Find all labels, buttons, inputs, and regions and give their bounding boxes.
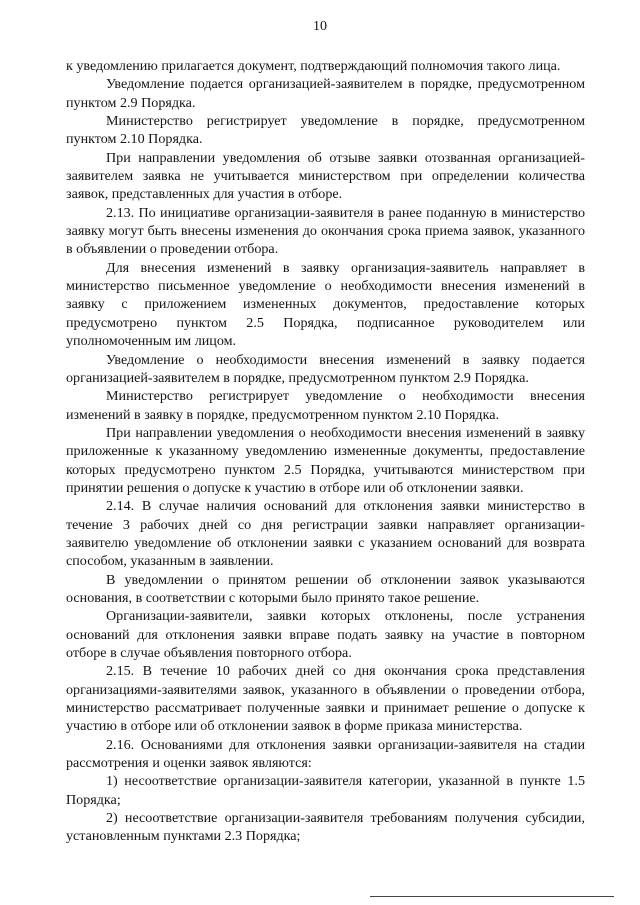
paragraph: Организации-заявители, заявки которых отклонены, после устранения оснований для отклонения заявки вправе подать заявку на участие в повторном отборе в случае объявления повторного отбора. [66, 608, 585, 661]
paragraph: 1) несоответствие организации-заявителя категории, указанной в пункте 1.5 Порядка; [66, 773, 585, 808]
paragraph: 2.13. По инициативе организации-заявителя в ранее поданную в министерство заявку могут быть внесены изменения до окончания срока приема заявок, указанного в объявлении о проведении отбора. [66, 204, 585, 258]
paragraph: 2.16. Основаниями для отклонения заявки организации-заявителя на стадии рассмотрения и оценки заявок являются: [66, 736, 585, 772]
paragraph: 2.15. В течение 10 рабочих дней со дня окончания срока представления организациями-заявителями заявок, указанного в объявлении о проведении отбора, министерство рассматривает полученные заявки и принимает решение о допуске к участию в отборе или об отклонении заявок в форме приказа министерства. [66, 663, 585, 735]
paragraph: При направлении уведомления об отзыве заявки отозванная организацией-заявителем заявка не учитывается министерством при определении количества заявок, представленных для участия в отборе. [66, 149, 585, 203]
page-number: 10 [313, 19, 327, 34]
paragraph: Уведомление о необходимости внесения изменений в заявку подается организацией-заявителем в порядке, предусмотренном пунктом 2.9 Порядка. [66, 351, 585, 386]
footer-divider [370, 896, 614, 897]
paragraph: Министерство регистрирует уведомление в порядке, предусмотренном пунктом 2.10 Порядка. [66, 113, 585, 148]
paragraph: Уведомление подается организацией-заявителем в порядке, предусмотренном пунктом 2.9 Порядка. [66, 76, 585, 111]
paragraph: Министерство регистрирует уведомление о необходимости внесения изменений в заявку в порядке, предусмотренном пунктом 2.10 Порядка. [66, 388, 585, 423]
paragraph: В уведомлении о принятом решении об отклонении заявок указываются основания, в соответствии с которыми было принято такое решение. [66, 571, 585, 606]
document-body [66, 57, 585, 846]
paragraph: При направлении уведомления о необходимости внесения изменений в заявку приложенные к указанному уведомлению измененные документы, предоставление которых предусмотрено пунктом 2.5 Порядка, учитываются министерством при принятии решения о допуске к участию в отборе или об отклонении заявки. [66, 424, 585, 496]
paragraph: 2.14. В случае наличия оснований для отклонения заявки министерство в течение 3 рабочих дней со дня регистрации заявки направляет организации-заявителю уведомление об отклонении заявки с указанием оснований для возврата способом, указанным в заявлении. [66, 498, 585, 570]
paragraph: Для внесения изменений в заявку организация-заявитель направляет в министерство письменное уведомление о необходимости внесения изменений в заявку с приложением измененных документов, предоставление которых предусмотрено пунктом 2.5 Порядка, подписанное руководителем или уполномоченным им лицом. [66, 259, 585, 350]
paragraph: 2) несоответствие организации-заявителя требованиям получения субсидии, установленным пунктами 2.3 Порядка; [66, 810, 585, 845]
paragraph: к уведомлению прилагается документ, подтверждающий полномочия такого лица. [66, 58, 561, 74]
